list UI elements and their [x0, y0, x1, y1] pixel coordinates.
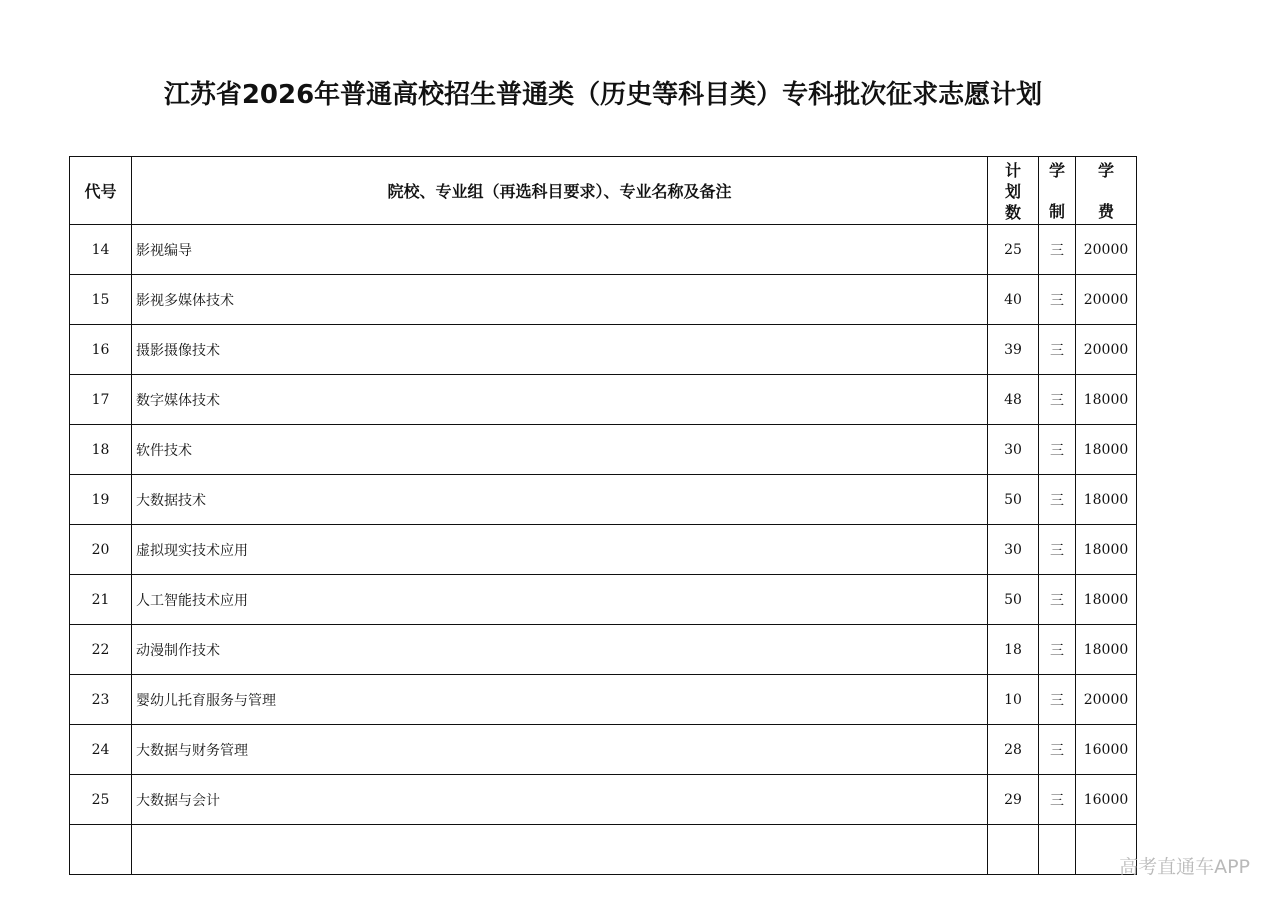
cell-code: 19: [70, 475, 132, 525]
header-name: 院校、专业组（再选科目要求）、专业名称及备注: [132, 157, 988, 225]
cell-plan-count: 28: [988, 725, 1039, 775]
cell-fee: 16000: [1076, 775, 1137, 825]
header-code: 代号: [70, 157, 132, 225]
header-plan-char: 计: [1004, 160, 1021, 180]
cell-code: 17: [70, 375, 132, 425]
enrollment-plan-table: [69, 156, 1137, 875]
header-fee: [1076, 157, 1137, 225]
cell-plan-count: 10: [988, 675, 1039, 725]
cell-code: 16: [70, 325, 132, 375]
table-row: [70, 775, 1137, 825]
header-duration-char: 学: [1048, 160, 1065, 180]
cell-major-name: 虚拟现实技术应用: [132, 525, 988, 575]
cell-major-name: 动漫制作技术: [132, 625, 988, 675]
table-row: [70, 725, 1137, 775]
cell-duration: 三: [1039, 225, 1076, 275]
cell-duration: 三: [1039, 425, 1076, 475]
cell-plan-count: 48: [988, 375, 1039, 425]
table-header-row: [70, 157, 1137, 225]
cell-fee: 16000: [1076, 725, 1137, 775]
cell-duration: 三: [1039, 325, 1076, 375]
cell-fee: 18000: [1076, 475, 1137, 525]
cell-major-name: 大数据技术: [132, 475, 988, 525]
cell-fee: 20000: [1076, 325, 1137, 375]
page-title: 江苏省2026年普通高校招生普通类（历史等科目类）专科批次征求志愿计划: [163, 80, 1043, 110]
cell-fee: 18000: [1076, 625, 1137, 675]
cell-code: [70, 825, 132, 875]
cell-code: 14: [70, 225, 132, 275]
header-duration-char: 制: [1048, 201, 1065, 221]
cell-major-name: 大数据与财务管理: [132, 725, 988, 775]
cell-major-name: 影视多媒体技术: [132, 275, 988, 325]
cell-fee: 20000: [1076, 225, 1137, 275]
table-row: [70, 325, 1137, 375]
header-duration: [1039, 157, 1076, 225]
cell-fee: 18000: [1076, 575, 1137, 625]
table-row: [70, 525, 1137, 575]
cell-major-name: 软件技术: [132, 425, 988, 475]
cell-plan-count: 25: [988, 225, 1039, 275]
cell-duration: 三: [1039, 625, 1076, 675]
cell-plan-count: 50: [988, 475, 1039, 525]
cell-fee: 18000: [1076, 375, 1137, 425]
cell-code: 21: [70, 575, 132, 625]
cell-duration: 三: [1039, 775, 1076, 825]
cell-plan-count: 30: [988, 425, 1039, 475]
cell-duration: 三: [1039, 725, 1076, 775]
cell-code: 22: [70, 625, 132, 675]
cell-code: 25: [70, 775, 132, 825]
cell-code: 15: [70, 275, 132, 325]
cell-plan-count: 30: [988, 525, 1039, 575]
cell-duration: [1039, 825, 1076, 875]
cell-code: 20: [70, 525, 132, 575]
table-row: [70, 625, 1137, 675]
cell-plan-count: 29: [988, 775, 1039, 825]
cell-fee: 18000: [1076, 425, 1137, 475]
table-row: [70, 225, 1137, 275]
cell-plan-count: 50: [988, 575, 1039, 625]
cell-major-name: 婴幼儿托育服务与管理: [132, 675, 988, 725]
header-plan: [988, 157, 1039, 225]
cell-code: 18: [70, 425, 132, 475]
table-row: [70, 275, 1137, 325]
cell-plan-count: 40: [988, 275, 1039, 325]
cell-duration: 三: [1039, 575, 1076, 625]
cell-fee: 20000: [1076, 275, 1137, 325]
cell-duration: 三: [1039, 475, 1076, 525]
header-fee-char: 费: [1097, 201, 1114, 221]
table-row: [70, 375, 1137, 425]
cell-duration: 三: [1039, 525, 1076, 575]
table-row: [70, 475, 1137, 525]
cell-major-name: 人工智能技术应用: [132, 575, 988, 625]
cell-code: 23: [70, 675, 132, 725]
table-row: [70, 425, 1137, 475]
table-row: [70, 675, 1137, 725]
cell-major-name: 影视编导: [132, 225, 988, 275]
app-watermark: 高考直通车APP: [1119, 856, 1250, 878]
cell-major-name: [132, 825, 988, 875]
header-plan-char: 划: [1004, 181, 1021, 201]
cell-code: 24: [70, 725, 132, 775]
cell-fee: 20000: [1076, 675, 1137, 725]
cell-fee: 18000: [1076, 525, 1137, 575]
cell-duration: 三: [1039, 275, 1076, 325]
header-plan-char: 数: [1004, 202, 1021, 222]
cell-plan-count: 18: [988, 625, 1039, 675]
cell-duration: 三: [1039, 375, 1076, 425]
table-row: [70, 575, 1137, 625]
cell-plan-count: 39: [988, 325, 1039, 375]
cell-major-name: 摄影摄像技术: [132, 325, 988, 375]
table-row: [70, 825, 1137, 875]
header-fee-char: 学: [1097, 160, 1114, 180]
cell-duration: 三: [1039, 675, 1076, 725]
cell-plan-count: [988, 825, 1039, 875]
cell-major-name: 数字媒体技术: [132, 375, 988, 425]
cell-major-name: 大数据与会计: [132, 775, 988, 825]
